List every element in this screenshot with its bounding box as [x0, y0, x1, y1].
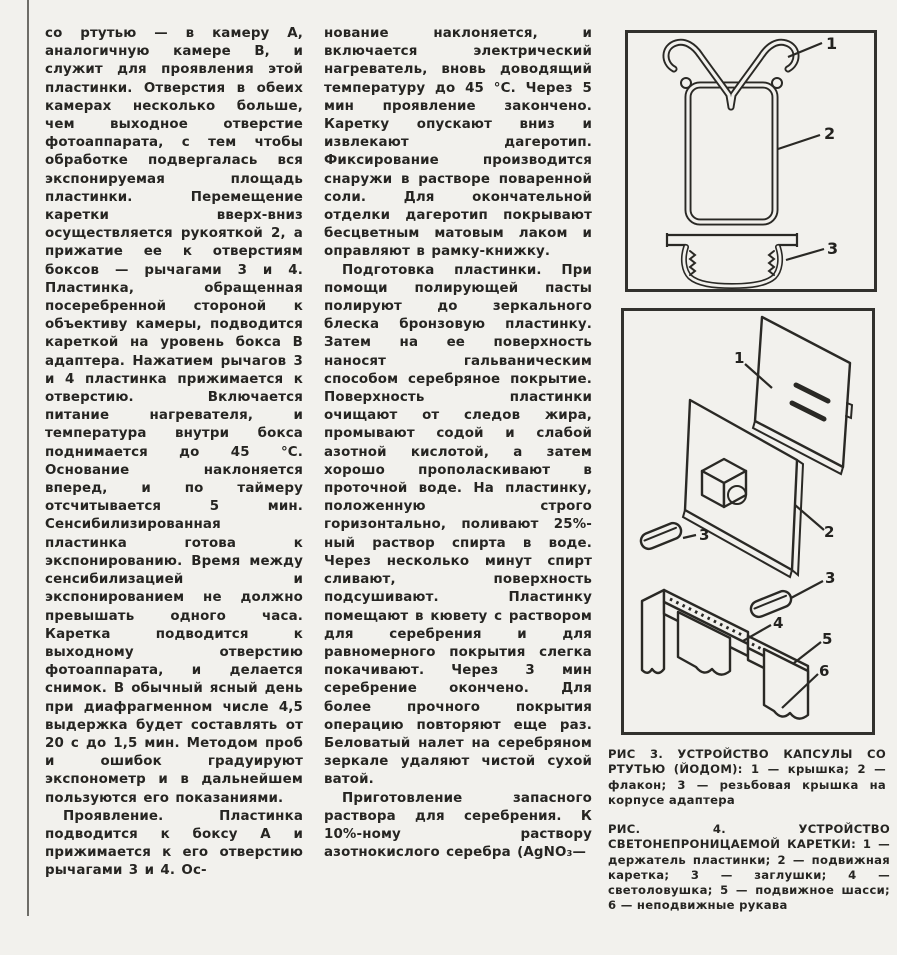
leader-line-3a	[683, 535, 696, 538]
figure4-label-6: 6	[819, 662, 830, 680]
body-text: При помощи полирующей пасты полируют до зеркального блеска бронзовую пластинку. Затем на ее поверхность наносят гальваническим способом серебряное покрытие. Поверхность пластинки очищают от следов жира, промывают содой и слабой азотной кислотой, а затем хорошо прополаскивают в проточной воде. На пластинку, положенную строго горизонтально, поливают 25%-ный раствор спирта в воде. Через несколько минут спирт сливают, поверхность подсушивают. Пластинку помещают в кювету с раствором для серебрения и для равномерного покрытия слегка покачивают. Через 3 мин серебрение окончено. Для более прочного покрытия операцию повторяют еще раз. Беловатый налет на серебряном зеркале удаляют чистой сухой ватой.	[324, 262, 592, 788]
figure4-label-3a: 3	[699, 526, 710, 544]
figure-3-capsule-drawing	[625, 30, 877, 292]
left-column-rule	[27, 0, 29, 916]
figure-4-carriage-drawing	[621, 308, 875, 735]
text-column-1	[45, 25, 303, 881]
figure4-label-2: 2	[824, 523, 835, 541]
figure3-label-2: 2	[824, 124, 836, 143]
figure4-label-5: 5	[822, 630, 833, 648]
paragraph-continuation	[45, 25, 303, 808]
run-in-heading: Проявление.	[63, 808, 164, 824]
figure4-label-1: 1	[734, 349, 745, 367]
figure3-label-1: 1	[826, 34, 838, 53]
paragraph-plate-preparation	[324, 262, 592, 790]
figure4-caption-title: РИС. 4. УСТРОЙСТВО СВЕТОНЕПРОНИЦАЕМОЙ КАРЕТКИ:	[608, 822, 890, 852]
leader-line-3b	[791, 581, 823, 598]
run-in-heading: Приготовление запасного раствора для серебрения.	[324, 790, 592, 824]
figure3-caption	[608, 747, 886, 808]
leader-line-2	[778, 135, 820, 149]
figure4-label-3b: 3	[825, 569, 836, 587]
leader-line-3	[786, 249, 824, 260]
carriage-diagram	[624, 311, 872, 732]
leader-line-5	[794, 642, 821, 663]
figure3-label-3: 3	[827, 239, 839, 258]
sleeve-assembly-shape	[642, 590, 808, 719]
knob-shape	[702, 459, 746, 507]
paragraph-silvering-solution	[324, 790, 592, 863]
threaded-cap-shape	[667, 233, 797, 286]
capsule-diagram	[628, 33, 874, 289]
figure3-caption-items: 1 — крышка; 2 — флакон; 3 — резьбовая крышка на корпусе адаптера	[608, 762, 886, 807]
paragraph-development	[45, 808, 303, 881]
body-text: нование наклоняется, и включается электрический нагреватель, вновь доводящий температуру до 45 °C. Через 5 мин проявление закончено. Каретку опускают вниз и извлекают дагеротип. Фиксирование производится снаружи в растворе поваренной соли. Для окончательной отделки дагеротип покрывают бесцветным матовым лаком и оправляют в рамку-книжку.	[324, 26, 592, 260]
figure4-caption-items: 1 — держатель пластинки; 2 — подвижная каретка; 3 — заглушки; 4 — светоловушка; 5 — подвижное шасси; 6 — неподвижные рукава	[608, 837, 890, 913]
paragraph-continuation	[324, 25, 592, 262]
plug-right-shape	[749, 589, 794, 620]
plug-left-shape	[639, 521, 684, 552]
body-text: Пластинка подводится к боксу А и прижимается к его отверстию рычагами 3 и 4. Ос-	[45, 808, 303, 879]
figure4-label-4: 4	[773, 614, 784, 632]
text-column-2	[324, 25, 592, 862]
body-text: со ртутью — в камеру А, аналогичную камере В, и служит для проявления этой пластинки. Отверстия в обеих камерах несколько больше, чем выходное отверстие фотоаппарата, с тем чтобы обработке подвергалась вся экспонируемая площадь пластинки. Перемещение каретки вверх-вниз осуществляется рукояткой 2, а прижатие ее к отверстиям боксов — рычагами 3 и 4. Пластинка, обращенная посеребренной стороной к объективу камеры, подводится кареткой на уровень бокса В адаптера. Нажатием рычагов 3 и 4 пластинка прижимается к отверстию. Включается питание нагревателя, и температура внутри бокса поднимается до 45 °C. Основание наклоняется вперед, и по таймеру отсчитывается 5 мин. Сенсибилизированная пластинка готова к экспонированию. Время между сенсибилизацией и экспонированием не должно превышать одного часа. Каретка подводится к выходному отверстию фотоаппарата, и делается снимок. В обычный ясный день при диафрагменном числе 4,5 выдержка будет составлять от 20 с до 1,5 мин. Методом проб и ошибок градуируют экспонометр и в дальнейшем пользуются его показаниями.	[45, 26, 303, 806]
body-text: К 10%-ному раствору азотнокислого серебра (AgNO₃—	[324, 808, 593, 861]
run-in-heading: Подготовка пластинки.	[342, 262, 542, 278]
figure3-caption-title: РИС 3. УСТРОЙСТВО КАПСУЛЫ СО РТУТЬЮ (ЙОДОМ):	[608, 747, 886, 777]
figure4-caption	[608, 822, 890, 914]
